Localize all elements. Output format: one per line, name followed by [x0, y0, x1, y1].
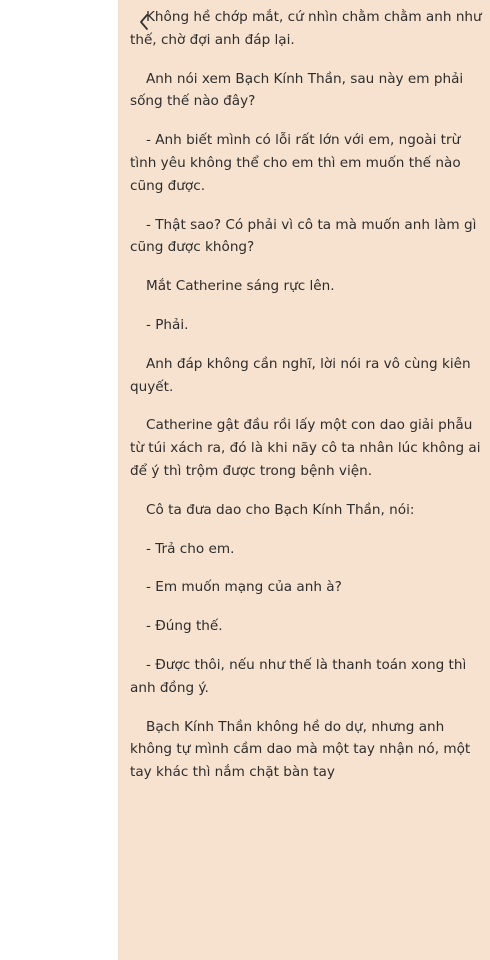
- chevron-left-icon[interactable]: [137, 12, 151, 32]
- paragraph: Anh nói xem Bạch Kính Thần, sau này em phải sống thế nào đây?: [130, 70, 464, 110]
- paragraph: - Thật sao? Có phải vì cô ta mà muốn anh làm gì cũng được không?: [130, 216, 477, 256]
- paragraph: Catherine gật đầu rồi lấy một con dao giải phẫu từ túi xách ra, đó là khi nãy cô ta nhân lúc không ai để ý thì trộm được trong bệnh viện.: [130, 417, 481, 479]
- paragraph: Mắt Catherine sáng rực lên.: [146, 278, 335, 295]
- paragraph: Cô ta đưa dao cho Bạch Kính Thần, nói:: [146, 501, 415, 518]
- paragraph: - Em muốn mạng của anh à?: [146, 579, 342, 596]
- paragraph: - Phải.: [146, 316, 189, 333]
- paragraph: - Được thôi, nếu như thế là thanh toán xong thì anh đồng ý.: [130, 656, 467, 696]
- paragraph: Bạch Kính Thần không hề do dự, nhưng anh không tự mình cầm dao mà một tay nhận nó, một tay khác thì nắm chặt bàn tay: [130, 718, 471, 781]
- paragraph: - Trả cho em.: [146, 540, 235, 557]
- story-text: [130, 6, 482, 800]
- paragraph: Không hề chớp mắt, cứ nhìn chằm chằm anh như thế, chờ đợi anh đáp lại.: [130, 9, 482, 48]
- paragraph: - Anh biết mình có lỗi rất lớn với em, ngoài trừ tình yêu không thể cho em thì em muốn thế nào cũng được.: [130, 132, 461, 194]
- paragraph: - Đúng thế.: [146, 618, 223, 635]
- paragraph: Anh đáp không cần nghĩ, lời nói ra vô cùng kiên quyết.: [130, 355, 471, 395]
